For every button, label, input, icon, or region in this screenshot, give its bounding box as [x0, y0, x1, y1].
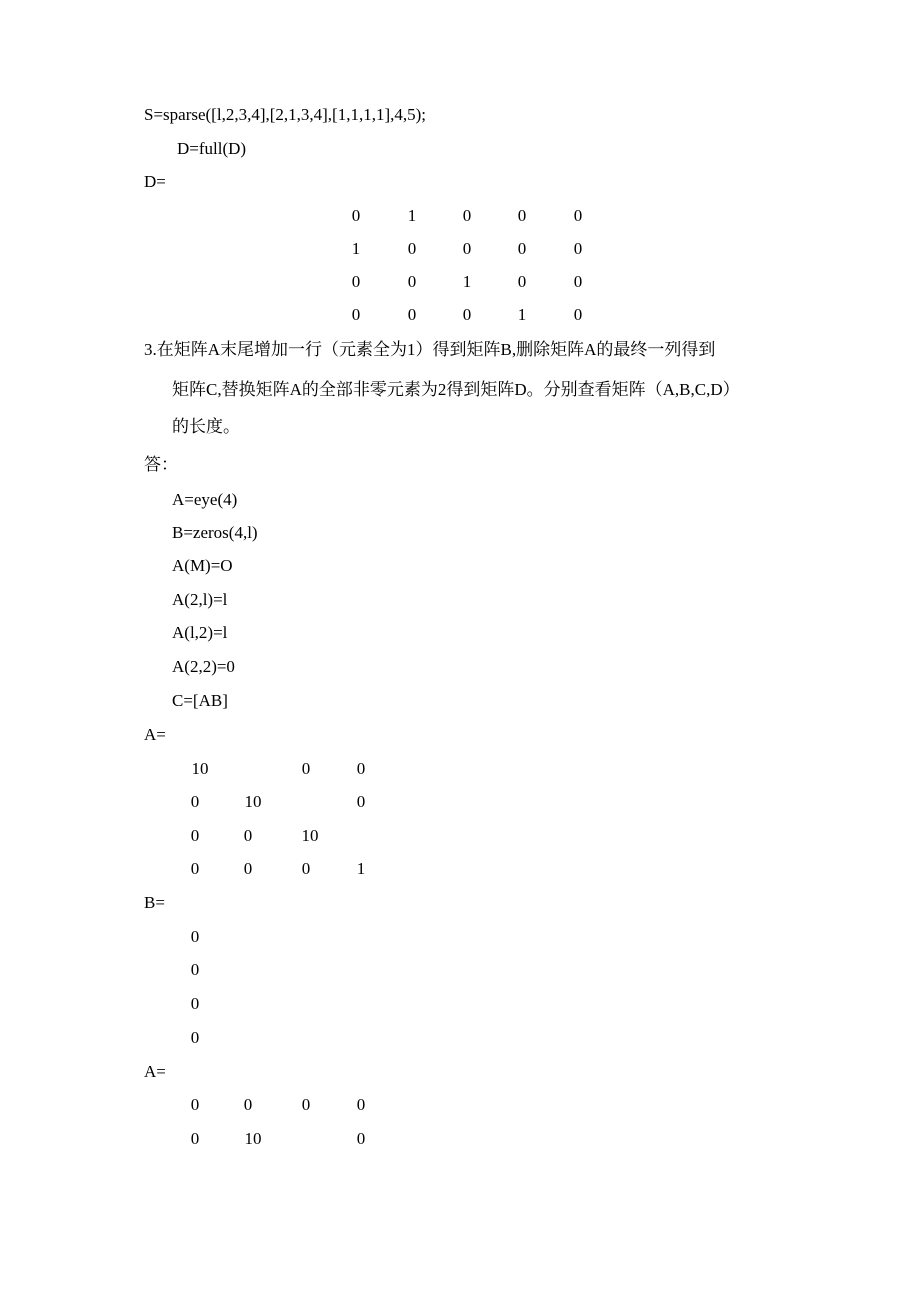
matrix-cell: [341, 826, 381, 846]
output-label-a: A=: [144, 725, 166, 744]
matrix-cell: [286, 1129, 326, 1149]
matrix-cell: 10: [244, 1129, 262, 1148]
matrix-cell: 0: [517, 272, 527, 291]
matrix-cell: 0: [356, 1095, 366, 1114]
matrix-cell: 0: [462, 206, 472, 225]
matrix-cell: 0: [407, 239, 417, 258]
matrix-cell: 0: [190, 792, 200, 811]
code-line-sparse: S=sparse([l,2,3,4],[2,1,3,4],[1,1,1,1],4,5);: [144, 105, 427, 124]
matrix-cell: 0: [243, 859, 253, 878]
matrix-cell: 10: [191, 759, 209, 778]
matrix-cell: 0: [190, 994, 200, 1013]
matrix-cell: 0: [356, 792, 366, 811]
matrix-cell: 0: [407, 305, 417, 324]
output-label-b: B=: [144, 893, 165, 912]
answer-label: 答：: [144, 455, 178, 474]
matrix-cell: 0: [301, 859, 311, 878]
matrix-cell: 10: [244, 792, 262, 811]
matrix-cell: 1: [407, 206, 417, 225]
matrix-cell: 0: [243, 826, 253, 845]
matrix-cell: 0: [243, 1095, 253, 1114]
matrix-cell: 0: [573, 305, 583, 324]
question-line-3: 的长度。: [172, 417, 240, 436]
answer-code-line: A(2,l)=l: [172, 590, 228, 609]
matrix-cell: 1: [351, 239, 361, 258]
matrix-cell: 0: [356, 1129, 366, 1148]
matrix-cell: 10: [301, 826, 319, 845]
output-label-a-second: A=: [144, 1062, 166, 1081]
answer-code-line: A(M)=O: [172, 556, 233, 575]
matrix-cell: 0: [351, 206, 361, 225]
answer-code-line: A(2,2)=0: [172, 657, 235, 676]
matrix-cell: [233, 759, 273, 779]
matrix-cell: 0: [190, 1129, 200, 1148]
matrix-cell: 0: [356, 759, 366, 778]
matrix-cell: 0: [351, 272, 361, 291]
answer-code-line: A(l,2)=l: [172, 623, 228, 642]
matrix-cell: [286, 792, 326, 812]
matrix-cell: 0: [573, 272, 583, 291]
answer-code-line: C=[AB]: [172, 691, 228, 710]
matrix-cell: 0: [351, 305, 361, 324]
matrix-cell: 0: [407, 272, 417, 291]
matrix-cell: 0: [573, 206, 583, 225]
matrix-cell: 0: [190, 859, 200, 878]
matrix-cell: 0: [301, 1095, 311, 1114]
matrix-cell: 0: [190, 1028, 200, 1047]
output-label-d: D=: [144, 172, 166, 191]
matrix-cell: 0: [517, 239, 527, 258]
question-line-1: 3.在矩阵A末尾增加一行（元素全为1）得到矩阵B,删除矩阵A的最终一列得到: [144, 340, 716, 359]
matrix-cell: 0: [190, 826, 200, 845]
code-line-full: D=full(D): [177, 139, 247, 158]
matrix-cell: 0: [301, 759, 311, 778]
matrix-cell: 1: [462, 272, 472, 291]
matrix-cell: 1: [517, 305, 527, 324]
matrix-cell: 1: [356, 859, 366, 878]
question-line-2: 矩阵C,替换矩阵A的全部非零元素为2得到矩阵D。分别查看矩阵（A,B,C,D）: [172, 380, 740, 399]
matrix-cell: 0: [190, 1095, 200, 1114]
matrix-cell: 0: [462, 305, 472, 324]
matrix-cell: 0: [190, 960, 200, 979]
matrix-cell: 0: [573, 239, 583, 258]
matrix-cell: 0: [462, 239, 472, 258]
matrix-cell: 0: [190, 927, 200, 946]
answer-code-line: B=zeros(4,l): [172, 523, 258, 542]
answer-code-line: A=eye(4): [172, 490, 238, 509]
matrix-cell: 0: [517, 206, 527, 225]
